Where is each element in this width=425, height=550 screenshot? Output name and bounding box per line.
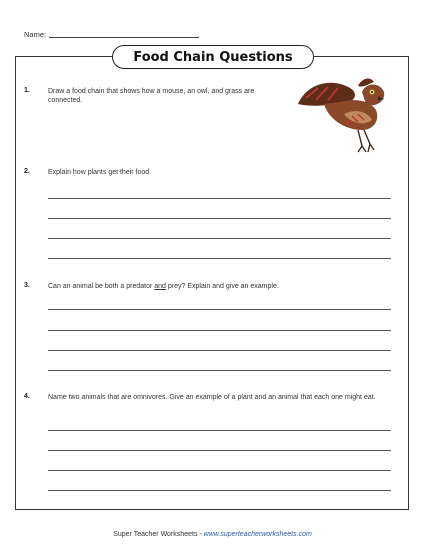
underlined-word: and	[154, 283, 166, 290]
question-text: Explain how plants get their food.	[48, 169, 152, 176]
answer-line[interactable]	[48, 309, 391, 310]
page-title: Food Chain Questions	[112, 45, 314, 69]
answer-line[interactable]	[48, 490, 391, 491]
answer-line[interactable]	[48, 470, 391, 471]
footer-link[interactable]: www.superteacherworksheets.com	[203, 531, 312, 538]
footer-brand: Super Teacher Worksheets -	[113, 531, 204, 538]
question-number: 3.	[24, 282, 30, 289]
answer-line[interactable]	[48, 430, 391, 431]
answer-line[interactable]	[48, 450, 391, 451]
question-text: Name two animals that are omnivores. Give an example of a plant and an animal that each one might eat.	[48, 394, 376, 401]
question-text-part: Can an animal be both a predator	[48, 283, 155, 290]
question-text	[48, 282, 378, 291]
answer-line[interactable]	[48, 350, 391, 351]
question-number: 2.	[24, 168, 30, 175]
question-text-part: prey? Explain and give an example.	[165, 283, 279, 290]
footer	[0, 531, 425, 538]
answer-line[interactable]	[48, 370, 391, 371]
owl-icon	[288, 74, 388, 156]
answer-line[interactable]	[48, 258, 391, 259]
answer-line[interactable]	[48, 218, 391, 219]
question-number: 1.	[24, 87, 30, 94]
header-rule	[312, 56, 409, 57]
name-line[interactable]	[49, 30, 199, 38]
answer-line[interactable]	[48, 330, 391, 331]
answer-line[interactable]	[48, 238, 391, 239]
name-field	[24, 30, 199, 39]
question-text: Draw a food chain that shows how a mouse, an owl, and grass are connected.	[48, 88, 255, 104]
header-rule	[15, 56, 112, 57]
name-label: Name:	[24, 30, 47, 39]
answer-line[interactable]	[48, 198, 391, 199]
question-number: 4.	[24, 393, 30, 400]
